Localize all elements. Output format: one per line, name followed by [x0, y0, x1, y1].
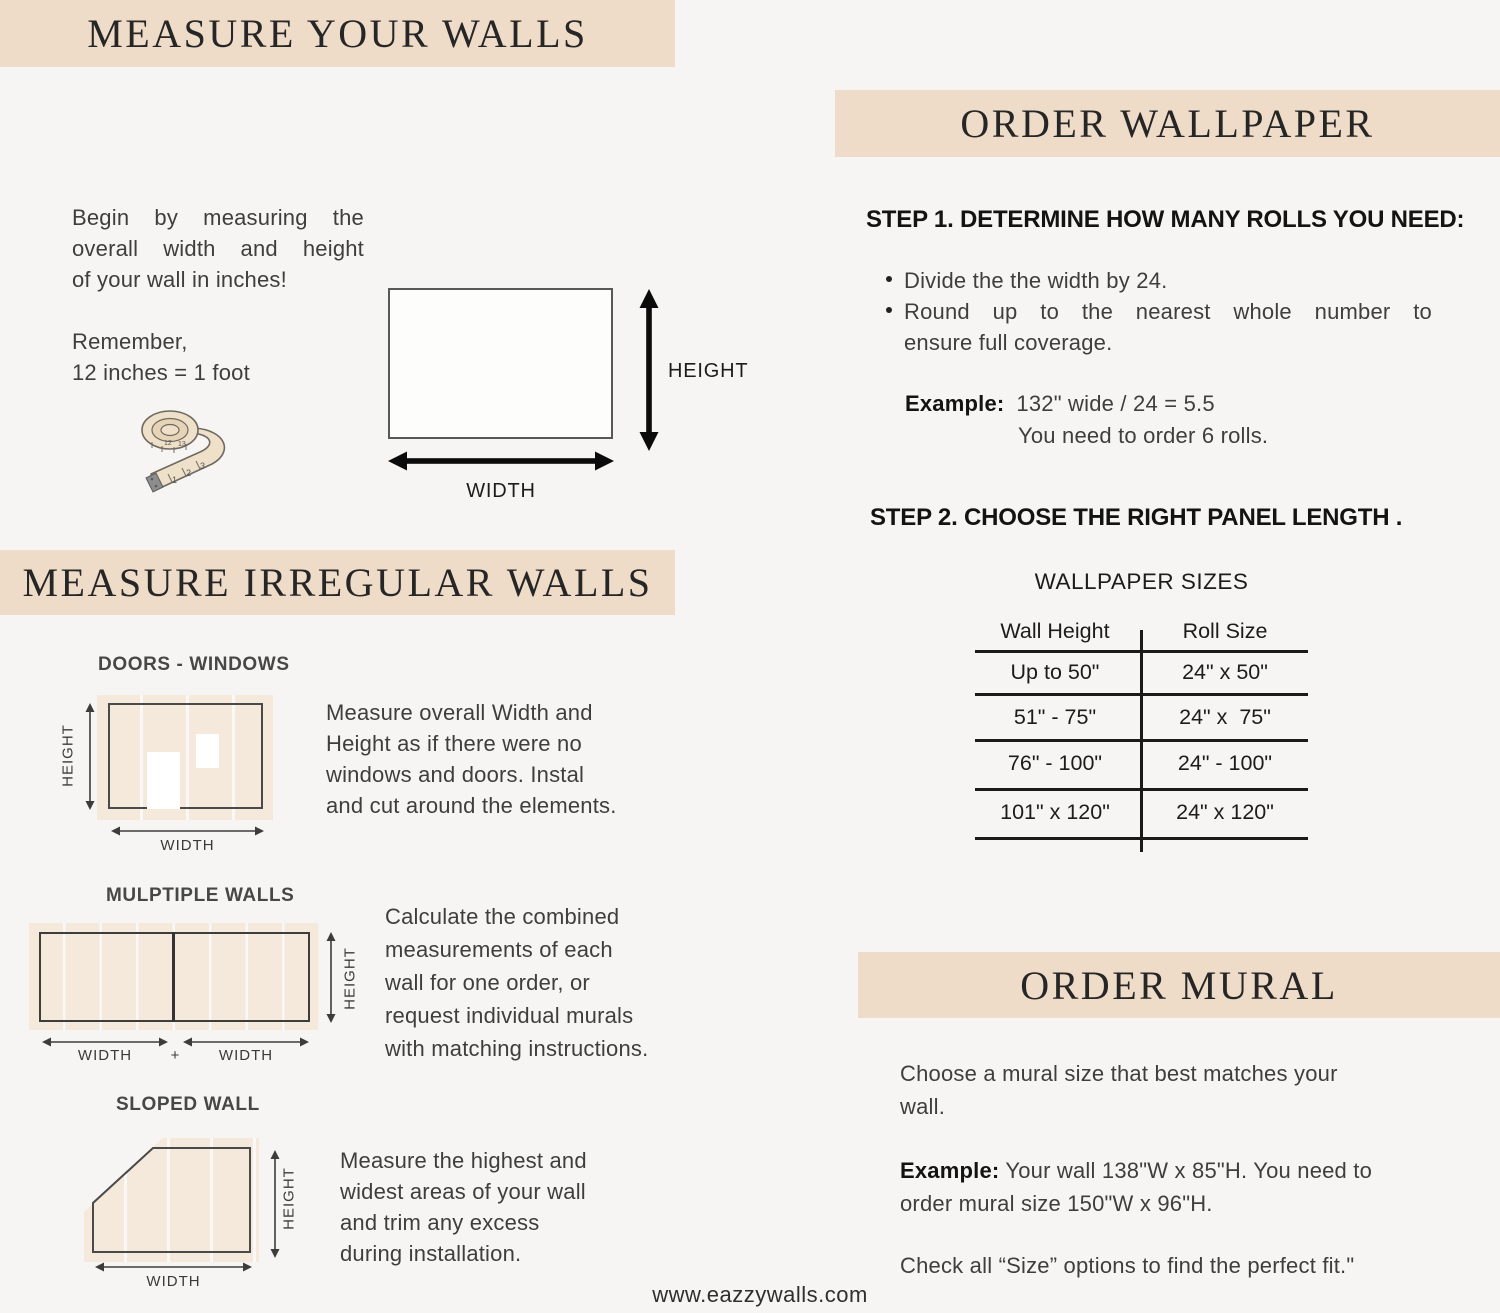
measure-walls-header-band [0, 0, 675, 67]
sloped-height-arrow-icon [269, 1150, 281, 1258]
svg-text:2: 2 [186, 468, 192, 478]
table-row-cell: 24" x 50" [1182, 660, 1268, 684]
step1-example-line2: You need to order 6 rolls. [1018, 423, 1269, 448]
height-label: HEIGHT [668, 360, 749, 382]
text-line: Calculate the combined [385, 904, 620, 929]
example-text: Your wall 138"W x 85"H. You need to [1005, 1158, 1373, 1183]
table-line [975, 739, 1308, 742]
table-row-cell: 51" - 75" [1013, 705, 1097, 729]
text-line: ensure full coverage. [904, 330, 1113, 355]
svg-text:1: 1 [172, 475, 178, 485]
svg-text:3: 3 [200, 461, 206, 471]
text-line: widest areas of your wall [340, 1179, 586, 1204]
mural-note-text: Check all “Size” options to find the perfect fit." [900, 1253, 1355, 1278]
window-shape [196, 734, 219, 768]
doors-width-label: WIDTH [160, 837, 215, 854]
table-row-cell: 24" x 120" [1176, 800, 1274, 824]
width-label: WIDTH [466, 480, 536, 502]
text-line: order mural size 150"W x 96"H. [900, 1191, 1213, 1216]
text-line: Measure overall Width and [326, 700, 593, 725]
text-line: and cut around the elements. [326, 793, 617, 818]
measure-intro-paragraph [72, 202, 364, 295]
table-header-wall-height: Wall Height [1000, 619, 1110, 643]
table-line [975, 650, 1308, 653]
text-line: with matching instructions. [385, 1036, 649, 1061]
mural-example-text [900, 1154, 1372, 1220]
step2-heading: STEP 2. CHOOSE THE RIGHT PANEL LENGTH . [870, 504, 1403, 531]
text-line: and trim any excess [340, 1210, 540, 1235]
irregular-walls-header-band [0, 550, 675, 615]
table-line [975, 837, 1308, 840]
doors-height-label: HEIGHT [59, 724, 77, 787]
multiple-plus-label: + [170, 1047, 181, 1064]
example-label: Example: [905, 391, 1005, 416]
multiple-width-right-label: WIDTH [218, 1047, 274, 1064]
svg-text:12: 12 [164, 440, 172, 447]
doors-width-arrow-icon [111, 825, 264, 837]
doors-windows-text [326, 697, 617, 821]
multiple-wall-divider [172, 932, 175, 1022]
tape-measure-icon [128, 400, 250, 500]
width-arrow-icon [388, 448, 614, 474]
mural-intro-text [900, 1057, 1338, 1123]
text-line: windows and doors. Instal [326, 762, 585, 787]
order-mural-header-band [858, 952, 1500, 1018]
order-wallpaper-title: ORDER WALLPAPER [960, 101, 1375, 146]
order-wallpaper-header-band [835, 90, 1500, 157]
doors-windows-label: DOORS - WINDOWS [98, 654, 290, 675]
svg-text:13: 13 [178, 441, 186, 448]
door-shape [147, 752, 180, 809]
text-line: Round up to the nearest whole number to [904, 299, 1432, 324]
multiple-height-label: HEIGHT [341, 947, 359, 1010]
doors-wall-outline [108, 703, 263, 809]
footer-url: www.eazzywalls.com [652, 1282, 868, 1307]
table-header-roll-size: Roll Size [1182, 619, 1268, 643]
text-line: wall for one order, or [385, 970, 590, 995]
text-line: Height as if there were no [326, 731, 582, 756]
remember-text [72, 326, 250, 388]
sloped-wall-label: SLOPED WALL [116, 1094, 260, 1115]
text-line: wall. [900, 1094, 946, 1119]
height-arrow-icon [636, 289, 662, 451]
text-line: during installation. [340, 1241, 522, 1266]
text-line: Measure the highest and [340, 1148, 587, 1173]
sloped-wall-text [340, 1145, 587, 1269]
sloped-height-label: HEIGHT [280, 1167, 298, 1230]
sloped-width-arrow-icon [95, 1261, 252, 1273]
measure-walls-title: MEASURE YOUR WALLS [87, 11, 588, 56]
text-line: request individual murals [385, 1003, 634, 1028]
text-line: measurements of each [385, 937, 613, 962]
bullet-dot [886, 276, 892, 282]
multiple-height-arrow-icon [325, 932, 337, 1023]
multiple-walls-label: MULPTIPLE WALLS [106, 885, 295, 906]
multiple-width-left-label: WIDTH [77, 1047, 133, 1064]
bullet-dot [886, 307, 892, 313]
table-row-cell: 76" - 100" [1007, 751, 1103, 775]
text-line: Choose a mural size that best matches your [900, 1061, 1338, 1086]
text-line [900, 1154, 1372, 1187]
sloped-width-label: WIDTH [146, 1273, 201, 1290]
example-label: Example: [900, 1158, 1000, 1183]
table-row-cell: 24" x 75" [1179, 705, 1271, 729]
remember-line: Remember, [72, 329, 188, 354]
table-row-cell: 24" - 100" [1177, 751, 1273, 775]
sloped-wall-outline [88, 1143, 258, 1260]
example-value: 132" wide / 24 = 5.5 [1016, 391, 1215, 416]
irregular-walls-title: MEASURE IRREGULAR WALLS [22, 560, 653, 605]
intro-line: of your wall in inches! [72, 267, 287, 292]
doors-height-arrow-icon [84, 703, 96, 810]
intro-line: Begin by measuring the [72, 205, 364, 230]
step1-bullet1: Divide the the width by 24. [904, 268, 1168, 293]
step1-bullet2 [904, 296, 1432, 358]
step1-example-line1 [905, 388, 1215, 419]
multiple-walls-text [385, 900, 648, 1065]
table-row-cell: 101" x 120" [1000, 800, 1110, 824]
wall-diagram-rectangle [388, 288, 613, 439]
table-row-cell: Up to 50" [1010, 660, 1100, 684]
table-line [975, 693, 1308, 696]
order-mural-title: ORDER MURAL [1020, 962, 1338, 1008]
step1-heading: STEP 1. DETERMINE HOW MANY ROLLS YOU NEED: [866, 206, 1465, 233]
table-title: WALLPAPER SIZES [1034, 569, 1249, 594]
remember-line: 12 inches = 1 foot [72, 360, 250, 385]
table-line [975, 788, 1308, 791]
intro-line: overall width and height [72, 236, 364, 261]
